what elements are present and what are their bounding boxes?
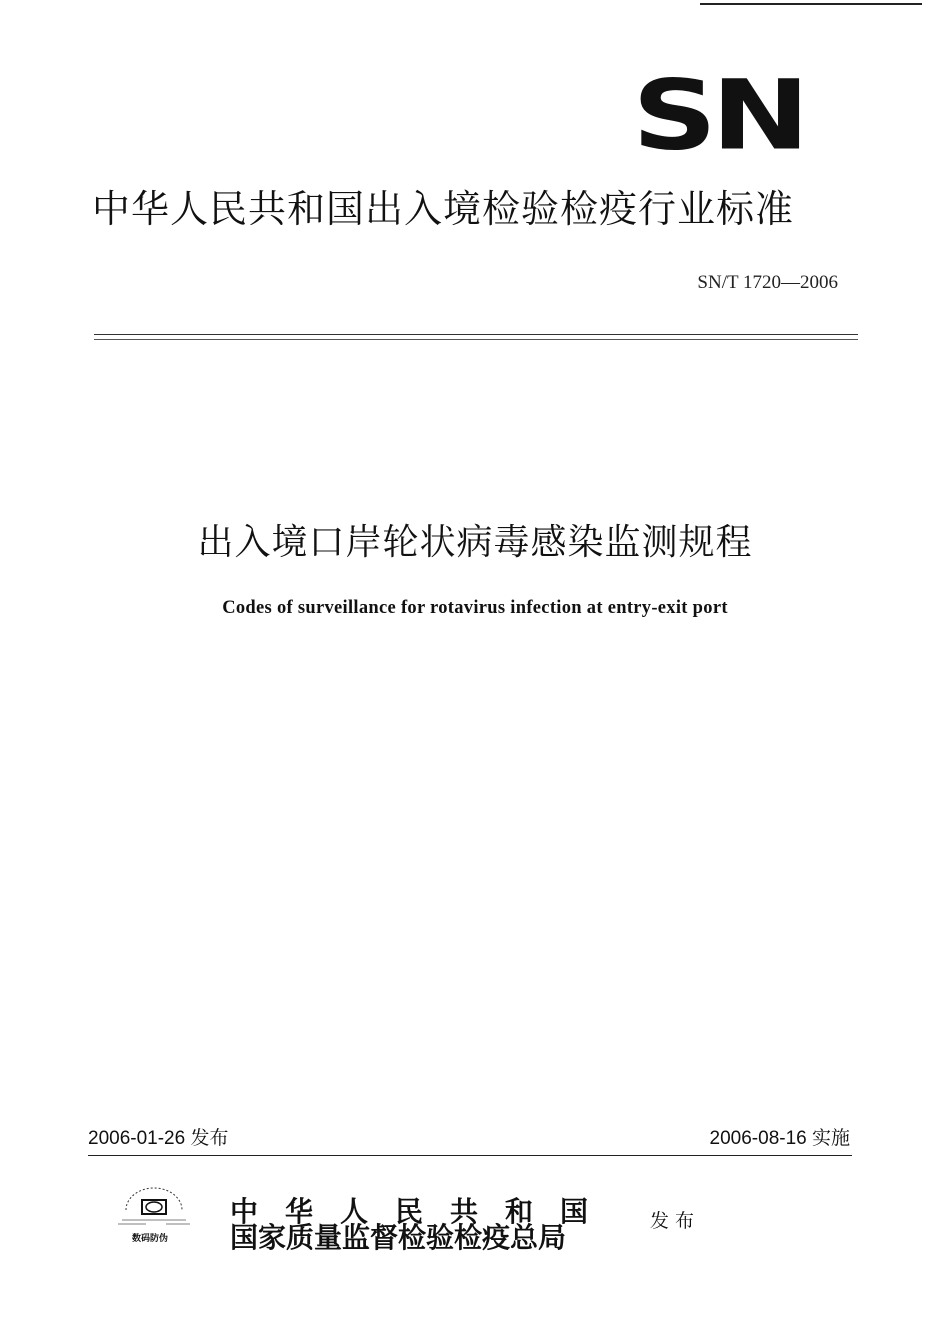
footer-divider [88, 1155, 852, 1156]
seal-label: 数码防伪 [132, 1234, 169, 1244]
issuer-agency: 国家质量监督检验检疫总局 [230, 1221, 567, 1254]
issuing-body-title: 中华人民共和国出入境检验检疫行业标准 [92, 187, 795, 231]
issued-label: 发布 [650, 1210, 701, 1232]
header-divider [94, 334, 858, 335]
issue-date: 2006-01-26 发布 [88, 1128, 229, 1149]
issuer-country: 中华人民共和国 [230, 1195, 616, 1228]
document-title-chinese: 出入境口岸轮状病毒感染监测规程 [197, 522, 753, 563]
svg-text:SN: SN [632, 60, 804, 156]
top-edge-rule [700, 3, 922, 5]
implementation-date: 2006-08-16 实施 [709, 1128, 850, 1149]
document-title-english: Codes of surveillance for rotavirus infection at entry-exit port [222, 598, 728, 618]
sn-logo [626, 60, 810, 156]
standard-number: SN/T 1720—2006 [697, 272, 838, 293]
header-divider-secondary [94, 339, 858, 340]
